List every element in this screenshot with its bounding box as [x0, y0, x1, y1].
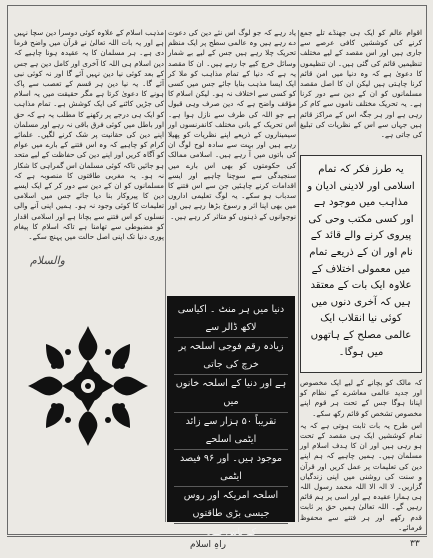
middle-paragraph: یاد رہے کہ جو لوگ اس نئے دین کی دعوت دے رہے ہیں وہ عالمی سطح پر ایک منظم تحریک چلا رہے ہیں جس کے لیے بے شمار وسائل خرچ کیے جا رہے ہیں۔ ان کا مقصد یہ ہے کہ دنیا کے تمام مذاہب کو ملا کر ایک ایسا مذہب بنایا جائے جس میں کسی کو کسی سے اختلاف نہ ہو۔ لیکن اسلام کا مؤقف واضح ہے کہ دین صرف وہی قبول ہے جو اللہ کی طرف سے نازل ہوا ہے۔ اس تحریک کے بانی مختلف کانفرنسوں اور سیمیناروں کے ذریعے اپنے نظریات کو پھیلا رہے ہیں اور بہت سے سادہ لوح لوگ ان کی باتوں میں آ رہے ہیں۔ اسلامی ممالک کی حکومتوں کو بھی اس بارے میں سنجیدگی سے سوچنا چاہیے اور ایسے اقدامات کرنے چاہئیں جن سے اس فتنے کا سدباب ہو سکے۔ یہ لوگ تعلیمی اداروں میں بھی اپنا اثر و رسوخ بڑھا رہے ہیں اور نوجوانوں کے ذہنوں کو متاثر کر رہے ہیں۔ [168, 28, 296, 221]
page-footer [0, 536, 433, 556]
page-number: ۳۳ [410, 539, 420, 549]
info-line: موجود ہیں۔ اور ۹۶ فیصد ایٹمی [174, 450, 288, 487]
signature: والسلام [30, 254, 65, 267]
black-info-box [167, 296, 295, 539]
right-column-bottom [300, 378, 422, 532]
highlight-box [300, 155, 422, 373]
middle-column [168, 28, 296, 290]
right-paragraph: اس طرح یہ بات ثابت ہوتی ہے کہ یہ تمام کوششیں ایک ہی مقصد کے تحت ہو رہی ہیں اور ان کا ہدف اسلام اور مسلمان ہیں۔ ہمیں چاہیے کہ ہم اپنے دین کی تعلیمات پر عمل کریں اور قرآن و سنت کی روشنی میں اپنی زندگیاں گزاریں۔ لا الہ الا اللہ محمد رسول اللہ ہی ہمارا عقیدہ ہے اور اسی پر ہم قائم رہیں گے۔ اللہ تعالیٰ ہمیں حق پر ثابت قدم رکھے اور ہر فتنے سے محفوظ فرمائے۔ [300, 420, 422, 532]
highlight-text: یہ طرز فکر کہ تمام اسلامی اور لادینی ادیان و مذاہب میں موجود ہے اور کسی مکتب وحی کی پیروی کرنے والے قائد کے نام اور ان کے ذریعے تمام میں معمولی اختلاف کے علاوہ ایک بات کے معتقد ہیں کہ آخری دنوں میں کوئی نیا انقلاب ایک عالمی مصلح کے ہاتھوں میں ہوگا۔ [307, 164, 415, 358]
info-line: اسلحہ امریکہ اور روس جیسی بڑی طاقتوں [174, 487, 288, 524]
column-divider [298, 30, 299, 522]
footer-rule [7, 536, 427, 537]
right-paragraph: کہ مالک کو بچانے کے لیے ایک مخصوص اور جدید عالمی معاشرے کے نظام کو اپنانا ہوگا جس کے تحت ہر قوم اپنے مخصوص تشخص کو قائم رکھ سکے۔ [300, 378, 422, 418]
column-divider [165, 30, 166, 522]
info-line: دنیا میں ہر منٹ ۔ اکیاسی لاکھ ڈالر سے [174, 301, 288, 338]
right-column-top [300, 28, 422, 152]
info-line: کے پاس ہے۔ [205, 527, 257, 539]
left-paragraph: مذہب اسلام کے علاوہ کوئی دوسرا دین سچا نہیں ہے اور یہ بات اللہ تعالیٰ نے قرآن میں واضح فرما دی ہے۔ ہر مسلمان کا یہ عقیدہ ہونا چاہیے کہ دین اسلام ہی اللہ کا آخری اور کامل دین ہے جس کے بعد کوئی نیا دین نہیں آئے گا اور نہ کوئی نبی آئے گا۔ یہ نیا دین ہر قسم کے تعصب سے پاک ہونے کا دعویٰ کرتا ہے مگر حقیقت میں یہ اسلام کی جڑیں کاٹنے کی ایک کوشش ہے۔ تمام مذاہب کو ایک ہی درجے پر رکھنے کا مطلب یہ ہے کہ حق اور باطل میں کوئی فرق باقی نہ رہے اور مسلمان اپنے دین کی حقانیت پر شک کرنے لگیں۔ علمائے کرام کو چاہیے کہ وہ اس فتنے کے بارے میں عوام کو آگاہ کریں اور اپنے دین کی حفاظت کے لیے متحد ہو جائیں تاکہ کوئی مسلمان اس گمراہی کا شکار نہ ہو۔ یہ مغربی طاقتوں کا منصوبہ ہے کہ مسلمانوں کو ان کے دین سے دور کر کے ایک ایسے دین کا پیروکار بنا دیا جائے جس میں اسلامی تعلیمات کا کوئی وجود نہ ہو۔ ہمیں اپنی آنے والی نسلوں کو اس فتنے سے بچانا ہے اور اسلامی اقدار کو مضبوطی سے تھامنا ہے تاکہ اسلام کا پیغام پوری دنیا تک اپنی اصل حالت میں پہنچ سکے۔ [14, 28, 164, 242]
info-line: زیادہ رقم فوجی اسلحہ پر خرچ کی جاتی [174, 338, 288, 375]
info-line: ہے اور دنیا کے اسلحہ خانوں میں [174, 375, 288, 412]
floral-ornament-icon [24, 322, 152, 450]
info-line: تقریباً ۵۰ ہزار سے زائد ایٹمی اسلحے [174, 413, 288, 450]
left-column [14, 28, 164, 254]
right-paragraph: اقوام عالم کو ایک ہی جھنڈے تلے جمع کرنے کی کوششیں کافی عرصے سے جاری ہیں اور اس مقصد کے لیے مختلف تنظیمیں قائم کی گئی ہیں۔ ان تنظیموں کا دعویٰ ہے کہ وہ دنیا میں امن قائم کرنا چاہتی ہیں لیکن ان کا اصل مقصد مسلمانوں کو ان کے دین سے دور کرنا ہے۔ یہ تحریک مختلف ناموں سے کام کر رہی ہے اور ہر جگہ اس کے مراکز قائم ہیں جہاں سے اس کے نظریات کی تبلیغ کی جاتی ہے۔ [300, 28, 422, 140]
magazine-name: راہِ اسلام [190, 540, 226, 550]
